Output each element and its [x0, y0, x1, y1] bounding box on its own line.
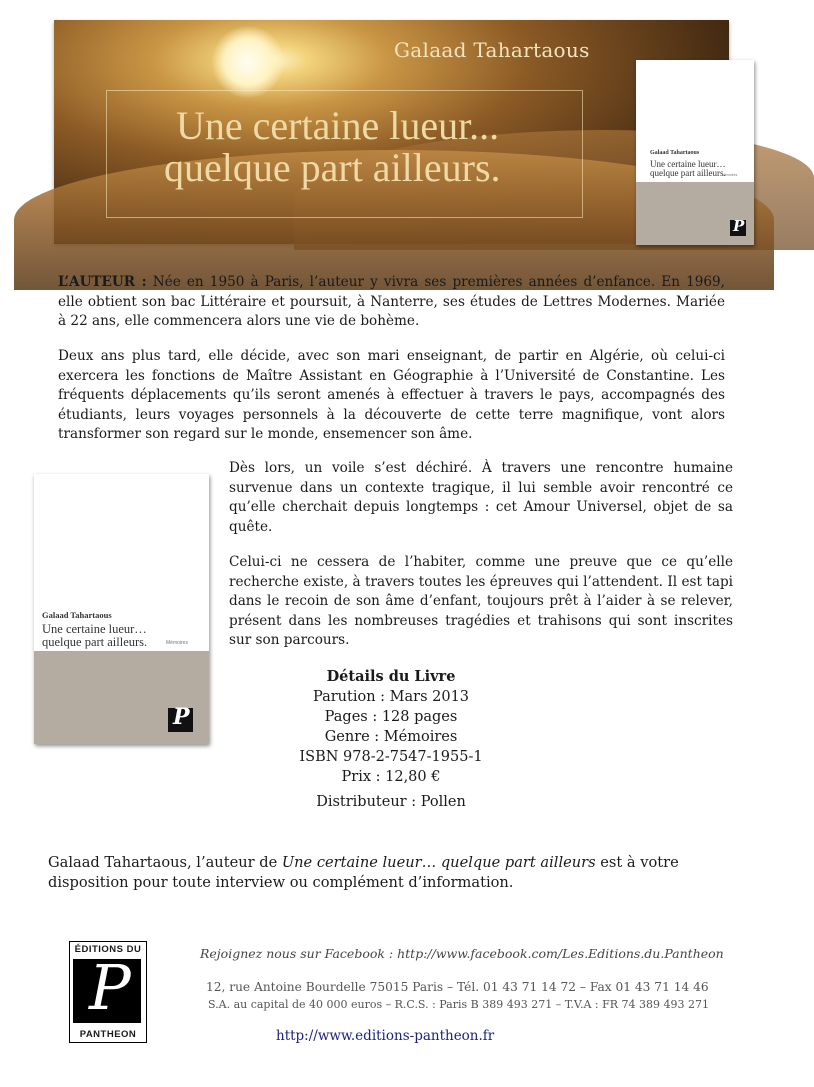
details-pages: Pages : 128 pages [324, 709, 458, 725]
book-details [290, 667, 492, 812]
website-link[interactable]: http://www.editions-pantheon.fr [276, 1028, 495, 1044]
cover-author: Galaad Tahartaous [42, 610, 112, 620]
cover-genre: Mémoires [166, 640, 188, 646]
logo-top-text: ÉDITIONS DU [74, 944, 142, 955]
author-paragraph-4: Celui-ci ne cessera de l’habiter, comme une preuve que ce qu’elle recherche existe, à travers toutes les épreuves qui l’attendent. Il est tapi dans le recoin de son âme d’enfant, toujours prêt à l’aider à se relever, présent dans les nombreuses tragédies et trahisons qui sont inscrites sur son parcours. [229, 554, 733, 648]
cover-genre: Mémoires [722, 173, 738, 177]
legal-line: S.A. au capital de 40 000 euros – R.C.S. : Paris B 389 493 271 – T.V.A : FR 74 389 493 271 [208, 998, 709, 1011]
author-text-1: Née en 1950 à Paris, l’auteur y vivra ses premières années d’enfance. En 1969, elle obtient son bac Littéraire et poursuit, à Nanterre, ses études de Lettres Modernes. Mariée à 22 ans, elle commencera alors une vie de bohème. [58, 274, 725, 329]
author-paragraph-3: Dès lors, un voile s’est déchiré. À travers une rencontre humaine survenue dans un contexte tragique, il lui semble avoir rencontré ce qu’elle cherchait depuis longtemps : cet Amour Universel, objet de sa quête. [229, 460, 733, 535]
banner-book-cover [636, 60, 754, 245]
details-genre: Genre : Mémoires [324, 729, 458, 745]
book-cover [34, 474, 209, 744]
details-distributeur: Distributeur : Pollen [316, 794, 466, 810]
details-prix: Prix : 12,80 € [341, 769, 441, 785]
details-parution: Parution : Mars 2013 [312, 689, 470, 705]
details-isbn: ISBN 978-2-7547-1955-1 [299, 749, 483, 765]
author-paragraph-2: Deux ans plus tard, elle décide, avec son mari enseignant, de partir en Algérie, où celui-ci exercera les fonctions de Maître Assistant en Géographie à l’Université de Constantine. Les fréquents déplacements qu’ils seront amenés à effectuer à travers le pays, accompagnés des étudiants, leurs voyages personnels à la découverte de cette terre magnifique, vont alors transformer son regard sur le monde, ensemencer son âme. [58, 348, 725, 442]
cover-title-line2: quelque part ailleurs. [42, 635, 148, 649]
details-heading: Détails du Livre [326, 668, 456, 685]
address-line: 12, rue Antoine Bourdelle 75015 Paris – Tél. 01 43 71 14 72 – Fax 01 43 71 14 46 [206, 980, 709, 994]
header-banner [54, 20, 745, 244]
banner-author: Galaad Tahartaous [394, 38, 590, 62]
closing-book-title: Une certaine lueur… quelque part ailleurs [281, 854, 596, 871]
publisher-logo [69, 941, 147, 1043]
logo-bottom-text: PANTHEON [79, 1029, 137, 1040]
cover-title-line2: quelque part ailleurs. [650, 168, 726, 178]
publisher-logo-icon: P [168, 708, 193, 732]
closing-text: Galaad Tahartaous, l’auteur de [48, 854, 282, 871]
cover-title-line1: Une certaine lueur… [650, 159, 726, 169]
publisher-logo-icon: P [730, 220, 746, 236]
sun-graphic [212, 26, 284, 98]
closing-statement [48, 853, 738, 893]
closing-text-end: est à votre disposition pour toute interview ou complément d’information. [48, 854, 679, 891]
author-label: L’AUTEUR : [58, 274, 147, 290]
banner-title-line2: quelque part ailleurs. [164, 145, 501, 190]
banner-title-line1: Une certaine lueur... [176, 103, 500, 148]
facebook-line: Rejoignez nous sur Facebook : http://www.facebook.com/Les.Editions.du.Pantheon [200, 946, 724, 961]
pantheon-p-icon: P [73, 959, 141, 1023]
author-paragraph-1 [58, 273, 725, 332]
cover-author: Galaad Tahartaous [650, 150, 700, 156]
cover-title-line1: Une certaine lueur… [42, 622, 147, 636]
